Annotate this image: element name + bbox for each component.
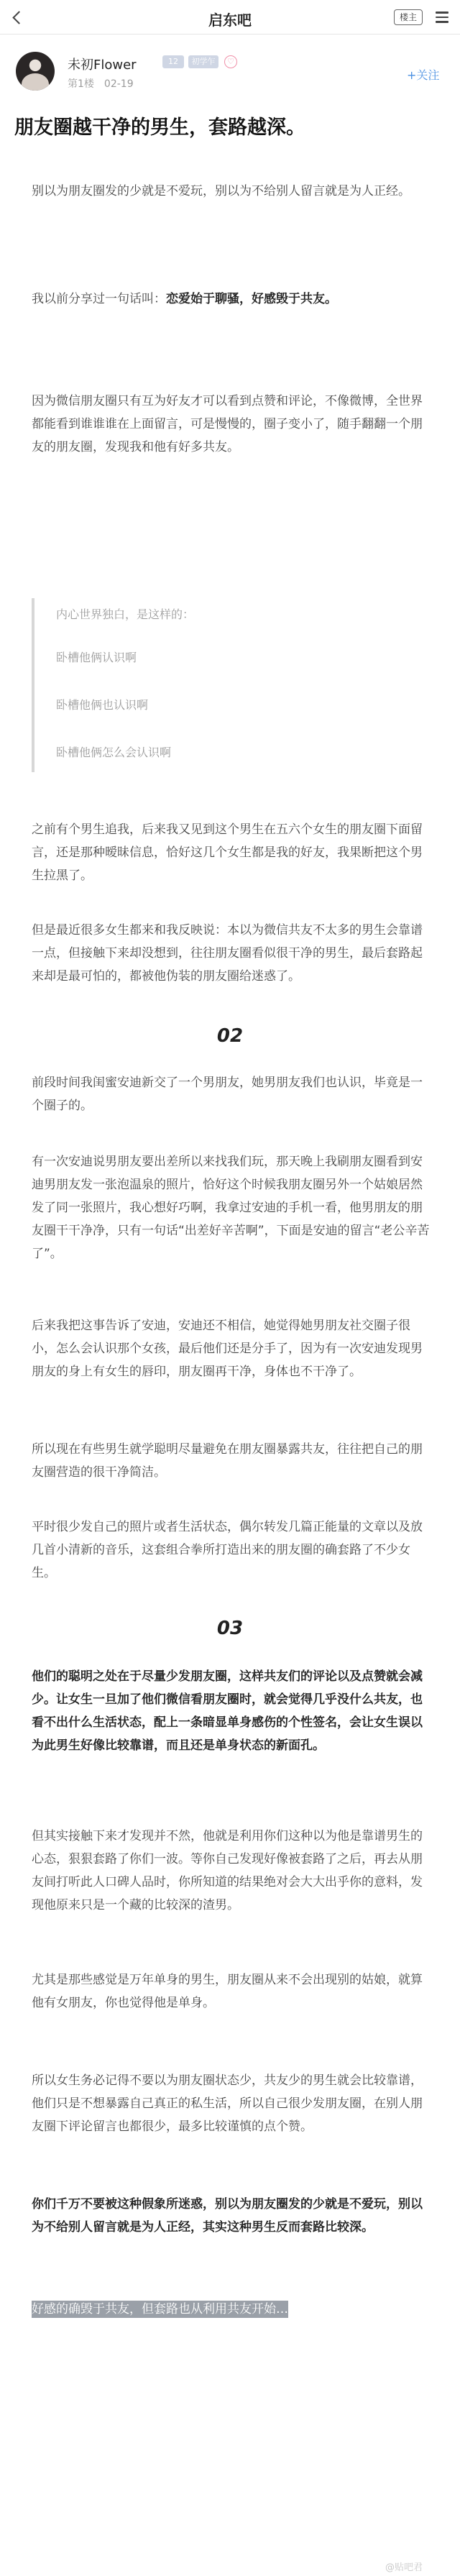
paragraph-5: 前段时间我闺蜜安迪新交了一个男朋友，她男朋友我们也认识，毕竟是一个圈子的。: [32, 1076, 423, 1113]
watermark: @贴吧君: [385, 2562, 423, 2573]
paragraph-1: [32, 288, 431, 311]
level-badge: 12: [162, 55, 184, 68]
paragraph-14-bold: 你们千万不要被这种假象所迷惑，别以为朋友圈发的少就是不爱玩，别以为不给别人留言就是为人正经，其实这种男生反而套路比较深。: [32, 2197, 423, 2234]
section-number-03: 03: [216, 1618, 244, 1639]
author-row: [0, 35, 460, 104]
paragraph-12: 尤其是那些感觉是万年单身的男生，朋友圈从来不会出现别的姑娘，就算他有女朋友，你也觉得他是单身。: [32, 1973, 423, 2010]
forum-title: 启东吧: [208, 12, 252, 29]
paragraph-4: 但是最近很多女生都来和我反映说：本以为微信共友不太多的男生会靠谱一点，但接触下来却没想到，往往朋友圈看似很干净的男生，最后套路起来却是最可怕的，都被他伪装的朋友圈给迷惑了。: [32, 923, 423, 984]
quote-line-4: 卧槽他俩怎么会认识啊: [56, 746, 172, 759]
floor-meta: [68, 76, 144, 91]
paragraph-11: 但其实接触下来才发现并不然，他就是利用你们这种以为他是靠谱男生的心态，狠狠套路了你们一波。等你自己发现好像被套路了之后，再去从朋友间打听此人口碑人品时，你所知道的结果绝对会大大出乎你的意料，发现他原来只是一个藏的比较深的渣男。: [32, 1829, 423, 1912]
avatar[interactable]: [16, 52, 55, 91]
post-headline: 朋友圈越干净的男生，套路越深。: [14, 116, 305, 139]
author-name[interactable]: 未初Flower: [68, 58, 137, 73]
paragraph-1-bold: 恋爱始于聊骚，好感毁于共友。: [166, 292, 337, 306]
paragraph-8: 所以现在有些男生就学聪明尽量避免在朋友圈暴露共友，往往把自己的朋友圈营造的很干净简洁。: [32, 1442, 423, 1480]
menu-icon[interactable]: [434, 9, 450, 26]
highlighted-text: 好感的确毁于共友，但套路也从利用共友开始…: [32, 2302, 288, 2316]
quote-line-2: 卧槽他俩认识啊: [56, 651, 137, 664]
top-bar: [0, 0, 460, 35]
quote-block: [32, 598, 431, 772]
paragraph-10-bold: 他们的聪明之处在于尽量少发朋友圈，这样共友们的评论以及点赞就会减少。让女生一旦加了他们微信看朋友圈时，就会觉得几乎没什么共友，也看不出什么生活状态，配上一条暗显单身感伤的个性签名，会让女生误以为此男生好像比较靠谱，而且还是单身状态的新面孔。: [32, 1669, 423, 1753]
paragraph-6: 有一次安迪说男朋友要出差所以来找我们玩，那天晚上我刷朋友圈看到安迪男朋友发一张泡温泉的照片，恰好这个时候我朋友圈另外一个姑娘居然发了同一张照片，我心想好巧啊，我拿过安迪的手机一看，他男朋友的朋友圈干干净净，只有一句话“出差好辛苦啊”，下面是安迪的留言“老公辛苦了”。: [32, 1155, 430, 1261]
follow-button[interactable]: +关注: [407, 68, 440, 82]
paragraph-2: 因为微信朋友圈只有互为好友才可以看到点赞和评论，不像微博，全世界都能看到谁谁谁在上面留言，可是慢慢的，圈子变小了，随手翻翻一个朋友的朋友圈，发现我和他有好多共友。: [32, 394, 423, 454]
paragraph-10: [32, 1665, 431, 1757]
paragraph-9: 平时很少发自己的照片或者生活状态，偶尔转发几篇正能量的文章以及放几首小清新的音乐，这套组合拳所打造出来的朋友圈的确套路了不少女生。: [32, 1520, 423, 1580]
paragraph-15: [32, 2298, 431, 2321]
floor-number: 第1楼: [68, 78, 94, 90]
member-badge: 初学乍: [188, 55, 218, 68]
post-date: 02-19: [104, 78, 134, 90]
paragraph-1-text: 我以前分享过一句话叫：: [32, 292, 166, 306]
paragraph-3: 之前有个男生追我，后来我又见到这个男生在五六个女生的朋友圈下面留言，还是那种暧昧信息，恰好这几个女生都是我的好友，我果断把这个男生拉黑了。: [32, 822, 423, 883]
paragraph-7: 后来我把这事告诉了安迪，安迪还不相信，她觉得她男朋友社交圈子很小，怎么会认识那个女孩，最后他们还是分手了，因为有一次安迪发现男朋友的身上有女生的唇印，朋友圈再干净，身体也不干净了。: [32, 1319, 423, 1379]
quote-line-3: 卧槽他俩也认识啊: [56, 698, 149, 712]
paragraph-13: 所以女生务必记得不要以为朋友圈状态少，共友少的男生就会比较靠谱，他们只是不想暴露自己真正的私生活，所以自己很少发朋友圈，在别人朋友圈下评论留言也都很少，最多比较谨慎的点个赞。: [32, 2073, 423, 2134]
section-number-02: 02: [216, 1025, 244, 1047]
paragraph-intro: 别以为朋友圈发的少就是不爱玩，别以为不给别人留言就是为人正经。: [32, 184, 410, 198]
quote-line-1: 内心世界独白，是这样的：: [56, 608, 195, 621]
owner-only-button[interactable]: 楼主: [394, 9, 423, 25]
paragraph-14: [32, 2193, 431, 2239]
heart-icon: ♡: [224, 55, 237, 68]
